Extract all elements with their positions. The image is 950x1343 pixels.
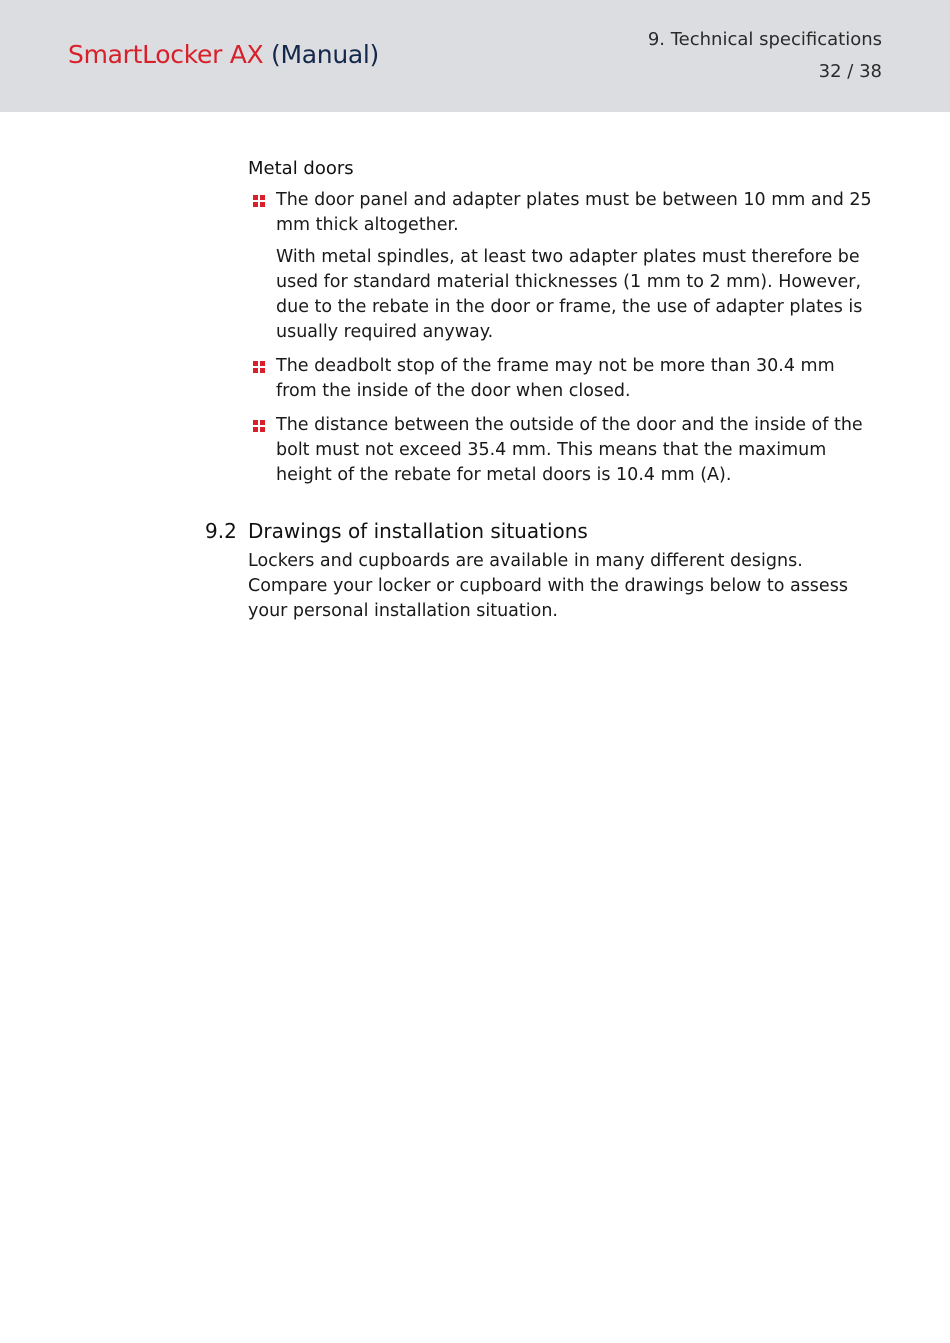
document-brand: [68, 40, 379, 69]
metal-doors-heading: Metal doors: [248, 158, 354, 179]
page-content: [205, 156, 880, 624]
manual-label: (Manual): [271, 40, 379, 69]
metal-doors-list: [248, 188, 880, 488]
list-item: [248, 188, 880, 345]
page-header: [0, 0, 950, 112]
list-item: [248, 354, 880, 404]
page-number: 32 / 38: [818, 61, 882, 82]
product-name: SmartLocker AX: [68, 40, 264, 69]
bullet-text: The deadbolt stop of the frame may not be more than 30.4 mm from the inside of the door when closed.: [276, 356, 835, 401]
bullet-text: The distance between the outside of the door and the inside of the bolt must not exceed 35.4 mm. This means that the maximum height of the rebate for metal doors is 10.4 mm (A).: [276, 415, 863, 485]
section-title: Drawings of installation situations: [248, 519, 588, 543]
bullet-squares-icon: [253, 195, 265, 207]
bullet-squares-icon: [253, 361, 265, 373]
section-9-2: [205, 517, 880, 624]
section-number: 9.2: [205, 519, 237, 543]
bullet-note: With metal spindles, at least two adapter plates must therefore be used for standard material thicknesses (1 mm to 2 mm). However, due to the rebate in the door or frame, the use of adapter plates is usually required anyway.: [276, 247, 863, 342]
chapter-title: 9. Technical specifications: [647, 29, 882, 50]
bullet-text: The door panel and adapter plates must be between 10 mm and 25 mm thick altogether.: [276, 190, 872, 235]
list-item: [248, 413, 880, 488]
section-body: Lockers and cupboards are available in many different designs. Compare your locker or cupboard with the drawings below to assess your personal installation situation.: [248, 551, 848, 621]
bullet-squares-icon: [253, 420, 265, 432]
